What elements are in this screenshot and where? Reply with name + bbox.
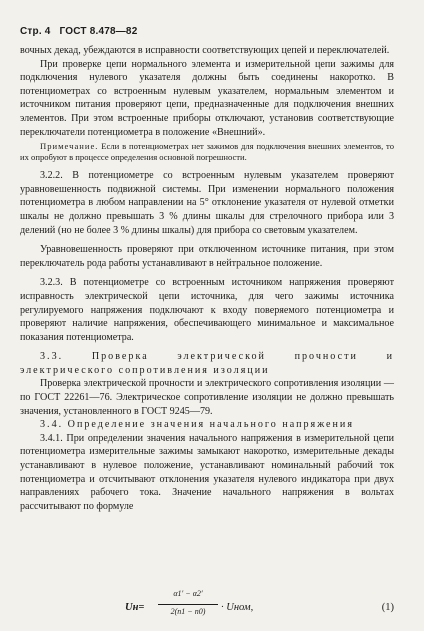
paragraph: Уравновешенность проверяют при отключенном источнике питания, при этом переключатель рода работы устанавливают в нейтральное положение. [20,244,394,269]
paragraph: 3.4.1. При определении значения начального напряжения в измерительной цепи потенциометра измерительные зажимы замыкают накоротко, измерительные декады устанавливают в нулевое положение, устанавливают номинальный рабочий ток потенциометра и отсчитывают отклонения указателя нулевого индикатора при двух направлениях рабочего тока. Значение начального напряжения в вольтах рассчитывают по формуле [20,432,394,512]
page-header [20,26,143,37]
note [20,141,394,163]
section-heading: 3.4. Определение значения начального напряжения [40,419,354,431]
document-body [20,44,394,513]
paragraph: При проверке цепи нормального элемента и измерительной цепи зажимы для подключения нулевого указателя должны быть соединены накоротко. В потенциометрах со встроенным нулевым указателем, нормальным элементом и источником питания проверяют цепи, предназначенные для подключения внешних элементов. При этом встроенные приборы отключают, установив соответствующие переключатели потенциометра в положение «Внешний». [20,58,394,138]
section-heading: 3.3. Проверка электрической прочности и электрического сопротивления изоляции [20,351,394,376]
paragraph: 3.2.2. В потенциометре со встроенным нулевым указателем проверяют уравновешенность подвижной системы. При изменении нормального положения потенциометра в любом направлении на 5° отклонение указателя от нулевой отметки шкалы не должно превышать 3 % длины шкалы для стрелочного прибора или 3 делений (но не более 3 % длины шкалы) для прибора со световым указателем. [20,170,394,236]
fraction-bar [158,604,218,605]
page-label: Стр. 4 [20,26,51,37]
formula-denominator: 2(n1 − n0) [170,607,206,616]
standard-label: ГОСТ 8.478—82 [59,26,138,37]
formula [20,587,394,627]
paragraph: 3.2.3. В потенциометре со встроенным источником напряжения проверяют исправность электрической цепи источника, для чего зажимы источника регулируемого напряжения подключают к входу поверяемого потенциометра и проверяют наличие напряжения, обеспечивающего минимальное и максимальное показания потенциометра. [20,277,394,343]
formula-numerator: α1′ − α2′ [173,589,203,598]
note-text: Если в потенциометрах нет зажимов для подключения внешних элементов, то их опробуют в процессе определения основной погрешности. [20,141,394,163]
note-label: Примечание. [40,141,99,152]
formula-rhs: · Uном, [221,602,254,613]
formula-number: (1) [381,602,394,613]
paragraph: вочных декад, убеждаются в исправности соответствующих цепей и переключателей. [20,45,390,56]
formula-lhs: Uн= [125,602,145,613]
paragraph: Проверка электрической прочности и электрического сопротивления изоляции — по ГОСТ 22261—76. Электрическое сопротивление изоляции не должно превышать значения, установленного в ГОСТ 9245—79. [20,378,394,417]
